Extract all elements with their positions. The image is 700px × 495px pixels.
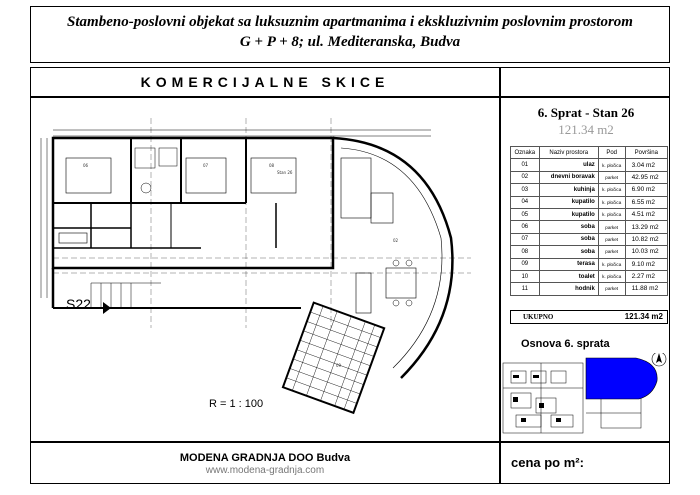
stair-label: S22 <box>66 296 91 312</box>
room-name: toalet <box>539 270 598 282</box>
room-label: 06 <box>83 163 89 168</box>
room-label: Stan 26 <box>277 170 293 175</box>
company-website: www.modena-gradnja.com <box>205 465 325 476</box>
table-row <box>511 233 668 245</box>
room-name: dnevni boravak <box>539 171 598 183</box>
room-floor: k. pločica <box>598 270 625 282</box>
room-floor: parket <box>598 171 625 183</box>
floor-plan-area <box>30 97 500 442</box>
room-area: 2.27 m2 <box>625 270 667 282</box>
highlighted-unit <box>586 358 657 399</box>
room-label: 02 <box>393 238 399 243</box>
room-area: 42.95 m2 <box>625 171 667 183</box>
room-label: 07 <box>203 163 209 168</box>
room-name: kupatilo <box>539 196 598 208</box>
floor-plan-drawing <box>31 98 501 443</box>
price-label: cena po m²: <box>511 455 584 470</box>
room-area: 6.55 m2 <box>625 196 667 208</box>
col-header: Pod <box>598 147 625 159</box>
room-id: 07 <box>511 233 540 245</box>
table-row <box>511 208 668 220</box>
room-area: 3.04 m2 <box>625 159 667 171</box>
room-floor: k. pločica <box>598 208 625 220</box>
room-floor: parket <box>598 233 625 245</box>
room-floor: k. pločica <box>598 184 625 196</box>
table-row <box>511 221 668 233</box>
room-id: 02 <box>511 171 540 183</box>
section-subtitle <box>30 67 500 97</box>
floor-overview-map <box>501 353 671 443</box>
room-area: 13.29 m2 <box>625 221 667 233</box>
room-id: 06 <box>511 221 540 233</box>
room-label: 09 <box>336 363 342 368</box>
col-header: Oznaka <box>511 147 540 159</box>
total-value: 121.34 m2 <box>624 312 663 321</box>
col-header: Površina <box>625 147 667 159</box>
header-title-line2: G + P + 8; ul. Mediteranska, Budva <box>239 34 461 50</box>
room-id: 10 <box>511 270 540 282</box>
table-row <box>511 270 668 282</box>
room-area: 11.88 m2 <box>625 283 667 295</box>
header-title-line1: Stambeno-poslovni objekat sa luksuznim apartmanima i ekskluzivnim poslovnim prostorom <box>67 14 633 30</box>
table-row <box>511 283 668 295</box>
room-name: kuhinja <box>539 184 598 196</box>
footer-price <box>500 442 670 484</box>
table-row <box>511 196 668 208</box>
room-area: 10.03 m2 <box>625 246 667 258</box>
room-area: 4.51 m2 <box>625 208 667 220</box>
osnova-label: Osnova 6. sprata <box>521 338 610 350</box>
room-area: 9.10 m2 <box>625 258 667 270</box>
room-name: terasa <box>539 258 598 270</box>
subtitle-right-cell <box>500 67 670 97</box>
table-row <box>511 184 668 196</box>
room-area: 10.82 m2 <box>625 233 667 245</box>
table-row <box>511 159 668 171</box>
room-name: soba <box>539 246 598 258</box>
room-name: soba <box>539 233 598 245</box>
unit-area: 121.34 m2 <box>558 122 614 137</box>
subtitle-text: KOMERCIJALNE SKICE <box>140 74 390 90</box>
room-id: 09 <box>511 258 540 270</box>
room-floor: k. pločica <box>598 196 625 208</box>
compass-icon <box>652 353 666 366</box>
arrow-icon <box>103 302 111 314</box>
room-id: 04 <box>511 196 540 208</box>
room-name: kupatilo <box>539 208 598 220</box>
company-name: MODENA GRADNJA DOO Budva <box>179 452 351 464</box>
room-id: 11 <box>511 283 540 295</box>
unit-info-panel <box>500 97 670 442</box>
room-id: 03 <box>511 184 540 196</box>
room-area: 6.90 m2 <box>625 184 667 196</box>
table-row <box>511 171 668 183</box>
total-row <box>510 310 668 324</box>
document-header <box>30 6 670 63</box>
room-name: hodnik <box>539 283 598 295</box>
room-name: ulaz <box>539 159 598 171</box>
scale-label: R = 1 : 100 <box>209 398 264 410</box>
room-label: 08 <box>269 163 275 168</box>
room-id: 05 <box>511 208 540 220</box>
room-floor: parket <box>598 221 625 233</box>
footer-company <box>30 442 500 484</box>
room-floor: parket <box>598 246 625 258</box>
total-label: UKUPNO <box>523 313 554 321</box>
table-row <box>511 258 668 270</box>
room-name: soba <box>539 221 598 233</box>
room-floor: k. pločica <box>598 258 625 270</box>
room-id: 01 <box>511 159 540 171</box>
room-floor: k. pločica <box>598 159 625 171</box>
table-row <box>511 246 668 258</box>
room-id: 08 <box>511 246 540 258</box>
room-floor: parket <box>598 283 625 295</box>
rooms-table <box>510 146 668 296</box>
col-header: Naziv prostora <box>539 147 598 159</box>
unit-title: 6. Sprat - Stan 26 <box>537 105 635 120</box>
